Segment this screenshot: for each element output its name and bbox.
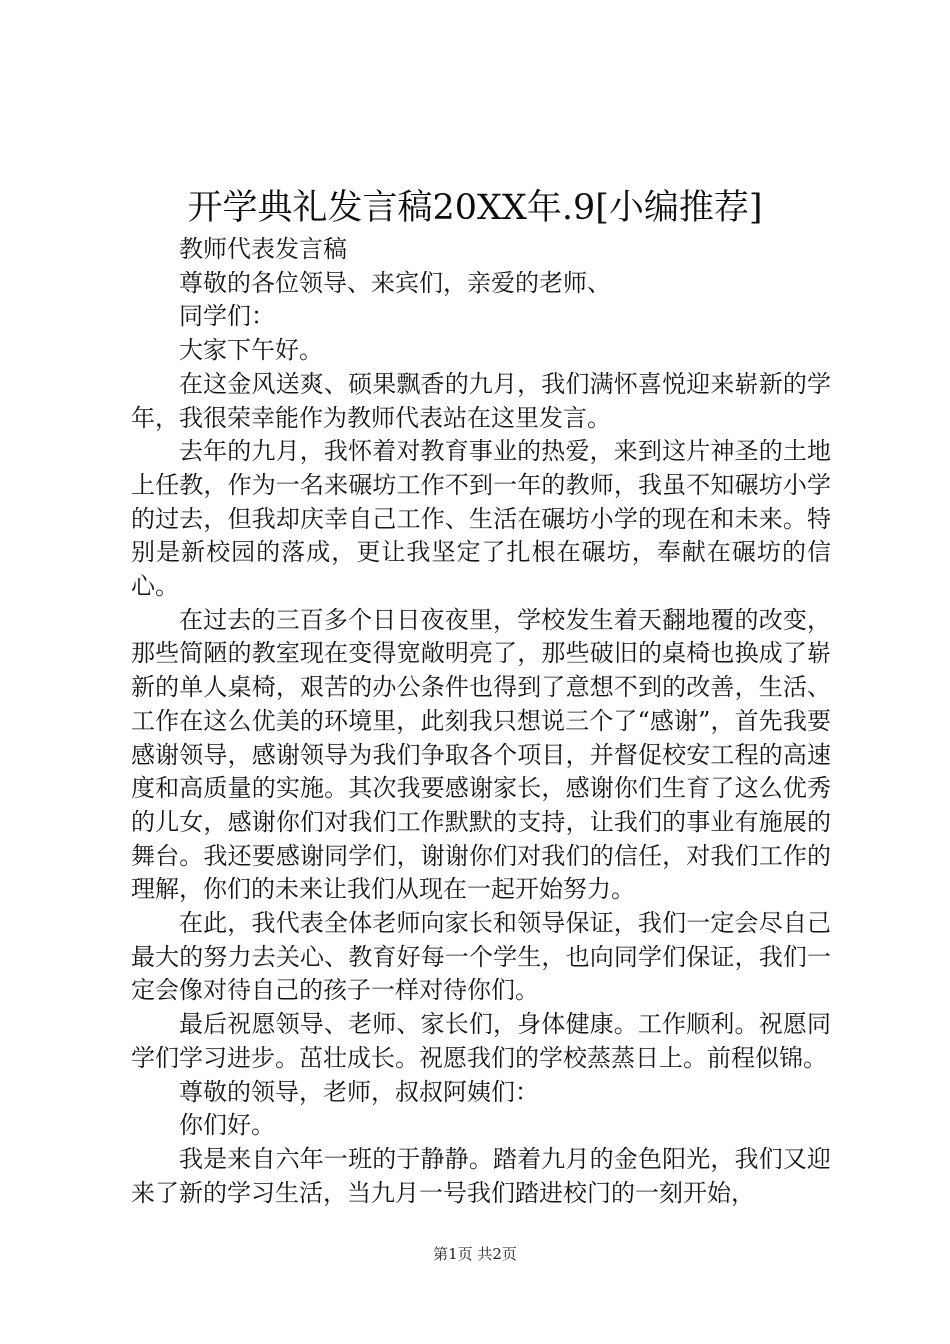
- paragraph: 在此，我代表全体老师向家长和领导保证，我们一定会尽自己最大的努力去关心、教育好每一个学生，也向同学们保证，我们一定会像对待自己的孩子一样对待你们。: [131, 909, 831, 1005]
- paragraph: 大家下午好。: [179, 336, 323, 365]
- paragraph: 教师代表发言稿: [179, 235, 347, 263]
- page-number-footer: 第1页 共2页: [433, 1245, 517, 1263]
- paragraph: 你们好。: [179, 1111, 275, 1140]
- paragraph: 在过去的三百多个日日夜夜里，学校发生着天翻地覆的改变，那些简陋的教室现在变得宽敞明亮了，那些破旧的桌椅也换成了崭新的单人桌椅，艰苦的办公条件也得到了意想不到的改善，生活、工作在这么优美的环境里，此刻我只想说三个了“感谢”，首先我要感谢领导，感谢领导为我们争取各个项目，并督促校安工程的高速度和高质量的实施。其次我要感谢家长，感谢你们生育了这么优秀的儿女，感谢你们对我们工作默默的支持，让我们的事业有施展的舞台。我还要感谢同学们，谢谢你们对我们的信任，对我们工作的理解，你们的未来让我们从现在一起开始努力。: [131, 605, 831, 904]
- document-body: [131, 233, 831, 1210]
- paragraph: 尊敬的领导，老师，叔叔阿姨们：: [179, 1077, 539, 1106]
- document-title: 开学典礼发言稿20XX年.9[小编推荐]: [187, 188, 763, 228]
- paragraph: 去年的九月，我怀着对教育事业的热爱，来到这片神圣的土地上任教，作为一名来碾坊工作不到一年的教师，我虽不知碾坊小学的过去，但我却庆幸自己工作、生活在碾坊小学的现在和未来。特别是新校园的落成，更让我坚定了扎根在碾坊，奉献在碾坊的信心。: [131, 437, 831, 601]
- paragraph: 我是来自六年一班的于静静。踏着九月的金色阳光，我们又迎来了新的学习生活，当九月一号我们踏进校门的一刻开始，: [131, 1144, 831, 1207]
- paragraph: 最后祝愿领导、老师、家长们，身体健康。工作顺利。祝愿同学们学习进步。茁壮成长。祝愿我们的学校蒸蒸日上。前程似锦。: [131, 1010, 831, 1072]
- paragraph: 同学们：: [179, 302, 275, 331]
- paragraph: 尊敬的各位领导、来宾们，亲爱的老师、: [179, 268, 611, 297]
- paragraph: 在这金风送爽、硕果飘香的九月，我们满怀喜悦迎来崭新的学年，我很荣幸能作为教师代表站在这里发言。: [131, 369, 831, 432]
